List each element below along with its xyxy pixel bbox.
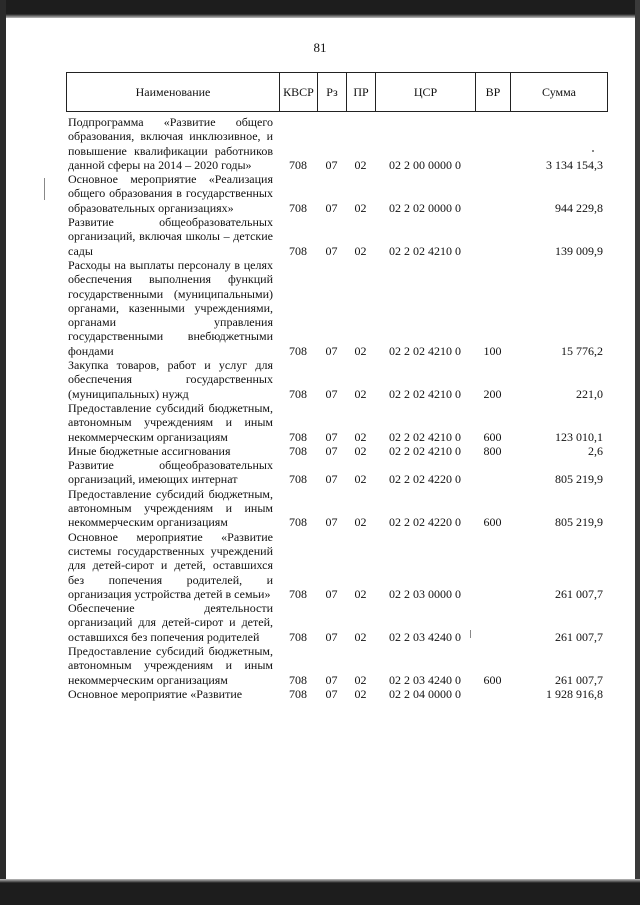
row-vr bbox=[475, 115, 510, 172]
row-pr: 02 bbox=[354, 429, 367, 444]
scan-border-top bbox=[0, 0, 640, 18]
row-name: Подпрограмма «Развитие общего образования, включая инклюзивное, и повышение квалификации работников данной сферы на 2014 – 2020 годы» bbox=[68, 115, 273, 172]
row-pr: 02 bbox=[354, 586, 367, 601]
row-sum: 3 134 154,3 bbox=[546, 157, 603, 172]
row-rz: 07 bbox=[325, 443, 338, 458]
row-kvsr: 708 bbox=[289, 343, 307, 358]
table-row bbox=[66, 444, 607, 458]
row-pr: 02 bbox=[354, 157, 367, 172]
row-rz: 07 bbox=[325, 586, 338, 601]
table-row bbox=[66, 358, 607, 401]
row-vr: 800 bbox=[483, 443, 502, 458]
header-csr: ЦСР bbox=[376, 73, 476, 112]
row-sum: 1 928 916,8 bbox=[546, 686, 603, 701]
row-pr: 02 bbox=[354, 243, 367, 258]
scan-border-left bbox=[0, 0, 6, 905]
row-pr: 02 bbox=[354, 629, 367, 644]
header-pr: ПР bbox=[347, 73, 376, 112]
row-pr: 02 bbox=[354, 515, 367, 530]
row-csr: 02 2 02 4210 0 bbox=[389, 443, 461, 458]
row-name: Основное мероприятие «Реализация общего образования в государственных образовательных организациях» bbox=[68, 172, 273, 215]
row-csr: 02 2 03 4240 0 bbox=[389, 672, 461, 687]
table-row bbox=[66, 644, 607, 687]
row-csr: 02 2 03 0000 0 bbox=[389, 586, 461, 601]
row-pr: 02 bbox=[354, 200, 367, 215]
row-rz: 07 bbox=[325, 429, 338, 444]
scan-speck bbox=[44, 178, 45, 200]
table-row bbox=[66, 172, 607, 215]
row-sum: 221,0 bbox=[576, 386, 603, 401]
row-pr: 02 bbox=[354, 672, 367, 687]
row-vr bbox=[475, 601, 510, 644]
row-rz: 07 bbox=[325, 672, 338, 687]
row-sum: 261 007,7 bbox=[555, 586, 603, 601]
header-sum: Сумма bbox=[511, 73, 608, 112]
row-vr: 200 bbox=[483, 386, 502, 401]
row-kvsr: 708 bbox=[289, 243, 307, 258]
row-name: Предоставление субсидий бюджетным, автономным учреждениям и иным некоммерческим организациям bbox=[68, 400, 273, 444]
table-row bbox=[66, 530, 607, 601]
row-pr: 02 bbox=[354, 472, 367, 487]
row-sum: 123 010,1 bbox=[555, 429, 603, 444]
row-vr bbox=[475, 172, 510, 215]
row-csr: 02 2 02 4210 0 bbox=[389, 243, 461, 258]
row-rz: 07 bbox=[325, 686, 338, 701]
row-vr bbox=[475, 215, 510, 258]
row-kvsr: 708 bbox=[289, 200, 307, 215]
row-vr: 100 bbox=[483, 343, 502, 358]
row-sum: 261 007,7 bbox=[555, 629, 603, 644]
table-row bbox=[66, 401, 607, 444]
table-row bbox=[66, 487, 607, 530]
scan-border-bottom bbox=[0, 883, 640, 905]
row-csr: 02 2 04 0000 0 bbox=[389, 686, 461, 701]
table-row bbox=[66, 115, 607, 172]
row-rz: 07 bbox=[325, 200, 338, 215]
row-name: Расходы на выплаты персоналу в целях обеспечения выполнения функций государственными (муниципальными) органами, казенными учреждениями, органами управления государственными внебюджетными фондами bbox=[68, 257, 273, 358]
row-pr: 02 bbox=[354, 386, 367, 401]
row-sum: 2,6 bbox=[588, 443, 603, 458]
row-name: Основное мероприятие «Развитие системы государственных учреждений для детей-сирот и детей, оставшихся без попечения родителей, и организация устройства детей в семьи» bbox=[68, 529, 273, 601]
row-csr: 02 2 02 4220 0 bbox=[389, 515, 461, 530]
row-vr bbox=[475, 530, 510, 601]
row-kvsr: 708 bbox=[289, 429, 307, 444]
row-name: Развитие общеобразовательных организаций, включая школы – детские сады bbox=[68, 215, 273, 258]
row-rz: 07 bbox=[325, 629, 338, 644]
row-csr: 02 2 02 4210 0 bbox=[389, 343, 461, 358]
row-kvsr: 708 bbox=[289, 672, 307, 687]
row-kvsr: 708 bbox=[289, 386, 307, 401]
header-kvsr: КВСР bbox=[280, 73, 318, 112]
row-sum: 261 007,7 bbox=[555, 672, 603, 687]
row-vr bbox=[475, 687, 510, 701]
row-vr: 600 bbox=[483, 429, 502, 444]
row-sum: 805 219,9 bbox=[555, 515, 603, 530]
row-name: Предоставление субсидий бюджетным, автономным учреждениям и иным некоммерческим организациям bbox=[68, 486, 273, 530]
row-pr: 02 bbox=[354, 686, 367, 701]
row-vr: 600 bbox=[483, 515, 502, 530]
row-kvsr: 708 bbox=[289, 472, 307, 487]
row-sum: 805 219,9 bbox=[555, 472, 603, 487]
row-rz: 07 bbox=[325, 472, 338, 487]
table-row bbox=[66, 215, 607, 258]
row-pr: 02 bbox=[354, 443, 367, 458]
row-vr: 600 bbox=[483, 672, 502, 687]
row-name: Предоставление субсидий бюджетным, автономным учреждениям и иным некоммерческим организациям bbox=[68, 643, 273, 687]
row-rz: 07 bbox=[325, 343, 338, 358]
row-sum: 944 229,8 bbox=[555, 200, 603, 215]
row-csr: 02 2 02 4210 0 bbox=[389, 429, 461, 444]
table-row bbox=[66, 458, 607, 487]
page-number: 81 bbox=[313, 40, 327, 55]
row-kvsr: 708 bbox=[289, 629, 307, 644]
row-csr: 02 2 00 0000 0 bbox=[389, 157, 461, 172]
row-csr: 02 2 03 4240 0 bbox=[389, 629, 461, 644]
row-name: Закупка товаров, работ и услуг для обеспечения государственных (муниципальных) нужд bbox=[68, 358, 273, 401]
row-kvsr: 708 bbox=[289, 443, 307, 458]
header-name: Наименование bbox=[67, 73, 280, 112]
row-rz: 07 bbox=[325, 157, 338, 172]
table-row bbox=[66, 258, 607, 358]
row-kvsr: 708 bbox=[289, 586, 307, 601]
row-rz: 07 bbox=[325, 515, 338, 530]
table-row bbox=[66, 687, 607, 701]
row-csr: 02 2 02 4210 0 bbox=[389, 386, 461, 401]
header-vr: ВР bbox=[476, 73, 511, 112]
row-csr: 02 2 02 0000 0 bbox=[389, 200, 461, 215]
row-rz: 07 bbox=[325, 386, 338, 401]
row-kvsr: 708 bbox=[289, 515, 307, 530]
header-rz: Рз bbox=[318, 73, 347, 112]
row-name: Обеспечение деятельности организаций для детей-сирот и детей, оставшихся без попечения родителей bbox=[68, 601, 273, 644]
row-kvsr: 708 bbox=[289, 157, 307, 172]
row-name: Основное мероприятие «Развитие bbox=[68, 686, 243, 701]
row-vr bbox=[475, 458, 510, 487]
row-name: Развитие общеобразовательных организаций, имеющих интернат bbox=[68, 458, 273, 487]
row-csr: 02 2 02 4220 0 bbox=[389, 472, 461, 487]
row-rz: 07 bbox=[325, 243, 338, 258]
budget-table bbox=[66, 115, 607, 701]
table-row bbox=[66, 601, 607, 644]
table-header bbox=[66, 72, 608, 112]
row-name: Иные бюджетные ассигнования bbox=[68, 443, 231, 458]
scan-border-right bbox=[635, 0, 640, 905]
row-pr: 02 bbox=[354, 343, 367, 358]
row-sum: 139 009,9 bbox=[555, 243, 603, 258]
row-sum: 15 776,2 bbox=[561, 343, 603, 358]
row-kvsr: 708 bbox=[289, 686, 307, 701]
